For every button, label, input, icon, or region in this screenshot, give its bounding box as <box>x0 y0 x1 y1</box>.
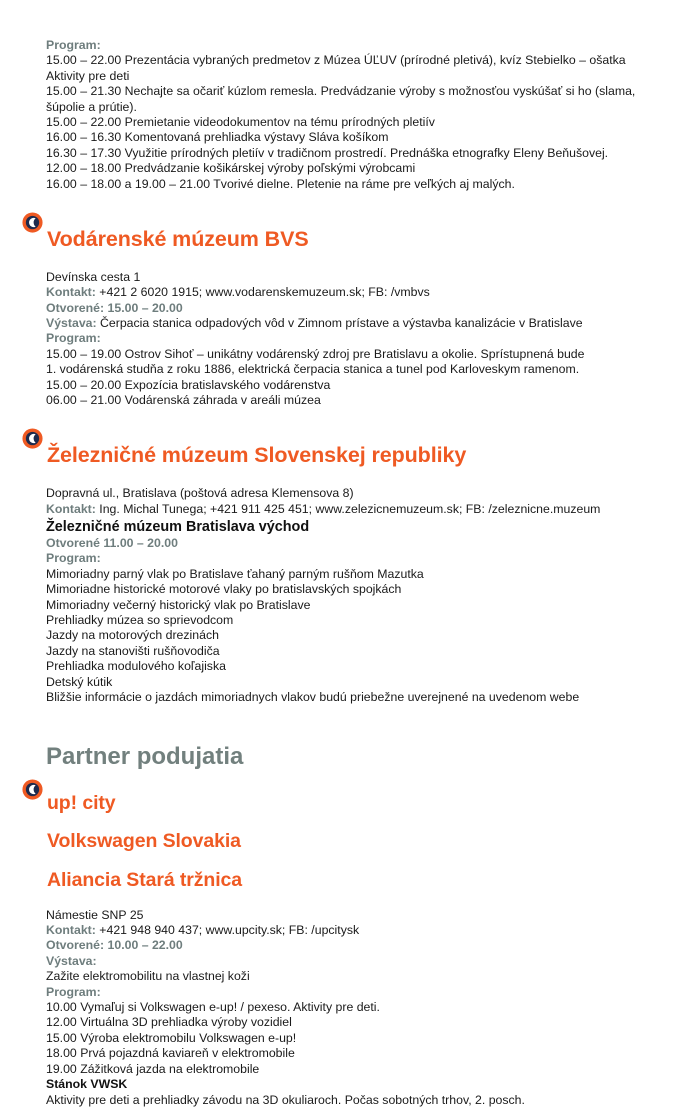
venue-body <box>46 270 660 409</box>
venue-header <box>22 424 660 486</box>
venue-subheading: Železničné múzeum Bratislava východ <box>46 518 310 535</box>
exhibition-value: Čerpacia stanica odpadových vôd v Zimnom prístave a výstavba kanalizácie v Bratislave <box>100 315 583 330</box>
venue-exhibition-label: Výstava: <box>46 953 97 968</box>
contact-label: Kontakt: <box>46 922 96 937</box>
program-line: Mimoriadny parný vlak po Bratislave ťahaný parným rušňom Mazutka <box>46 566 424 581</box>
program-line: 19.00 Zážitková jazda na elektromobile <box>46 1061 260 1076</box>
program-line: 10.00 Vymaľuj si Volkswagen e-up! / pexeso. Aktivity pre deti. <box>46 1000 380 1014</box>
venue-opening-hours <box>46 301 660 316</box>
night-of-museums-moon-icon <box>22 428 43 449</box>
program-line: 16.00 – 18.00 a 19.00 – 21.00 Tvorivé dielne. Pletenie na ráme pre veľkých aj malých. <box>46 176 515 191</box>
venue-program-label: Program: <box>46 331 101 346</box>
venue-title: Vodárenské múzeum BVS <box>47 226 309 251</box>
program-line: 12.00 – 18.00 Predvádzanie košikárskej výroby poľskými výrobcami <box>46 161 416 176</box>
program-line: 15.00 – 20.00 Expozícia bratislavského vodárenstva <box>46 377 331 392</box>
stand-heading: Stánok VWSK <box>46 1077 128 1092</box>
program-line: Prehliadky múzea so sprievodcom <box>46 612 234 627</box>
contact-label: Kontakt: <box>46 285 96 300</box>
program-line: 16.00 – 16.30 Komentovaná prehliadka výstavy Sláva košíkom <box>46 130 389 145</box>
open-value: 15.00 – 20.00 <box>107 300 183 315</box>
venue-address: Devínska cesta 1 <box>46 269 141 284</box>
night-of-museums-moon-icon <box>22 212 43 233</box>
program-line: 15.00 – 21.30 Nechajte sa očariť kúzlom remesla. Predvádzanie výroby s možnosťou vyskúšať si ho (slama, <box>46 84 636 99</box>
intro-program-section <box>46 38 660 192</box>
stand-text: Aktivity pre deti a prehliadky závodu na 3D okuliaroch. Počas sobotných trhov, 2. posch. <box>46 1092 525 1107</box>
venue-contact <box>46 285 660 300</box>
contact-label: Kontakt: <box>46 501 96 516</box>
intro-program-lines <box>46 53 660 192</box>
venue-header <box>22 208 660 270</box>
contact-value: +421 948 940 437; www.upcity.sk; FB: /upcitysk <box>99 922 360 937</box>
venue-contact <box>46 923 660 938</box>
venue-exhibition-text: Zažite elektromobilitu na vlastnej koži <box>46 969 250 984</box>
open-label: Otvorené: <box>46 938 105 953</box>
venue-title-group <box>47 775 242 907</box>
intro-program-label: Program: <box>46 38 101 52</box>
venue-opening-hours <box>46 938 660 953</box>
venue-block-zeleznicne-muzeum-sr <box>46 424 660 705</box>
program-line: 18.00 Prvá pojazdná kaviareň v elektromobile <box>46 1046 295 1061</box>
open-label: Otvorené: <box>46 300 105 315</box>
venue-title-line-2: Volkswagen Slovakia <box>47 830 241 853</box>
night-of-museums-moon-icon <box>22 779 43 800</box>
venue-block-up-city <box>46 775 660 1108</box>
venue-program-lines <box>46 347 660 409</box>
venue-contact <box>46 502 660 517</box>
venue-title-line-1: up! city <box>47 791 116 814</box>
program-line: 06.00 – 21.00 Vodárenská záhrada v areáli múzea <box>46 393 321 407</box>
program-line: Jazdy na motorových drezinách <box>46 628 219 643</box>
program-line: Mimoriadny večerný historický vlak po Bratislave <box>46 597 311 612</box>
venue-program-label: Program: <box>46 551 101 566</box>
venue-body <box>46 486 660 705</box>
program-line: Mimoriadne historické motorové vlaky po bratislavských spojkách <box>46 582 402 597</box>
venue-address: Námestie SNP 25 <box>46 907 144 922</box>
venue-title: Železničné múzeum Slovenskej republiky <box>47 443 467 468</box>
venue-opening-hours: Otvorené 11.00 – 20.00 <box>46 535 178 550</box>
exhibition-label: Výstava: <box>46 315 97 330</box>
venue-block-vodarenske-muzeum-bvs <box>46 208 660 408</box>
contact-value: +421 2 6020 1915; www.vodarenskemuzeum.sk; FB: /vmbvs <box>99 285 430 300</box>
program-line: Bližšie informácie o jazdách mimoriadnych vlakov budú priebežne uverejnené na uvedenom webe <box>46 689 580 704</box>
venue-header <box>22 775 660 907</box>
venue-title-line-3: Aliancia Stará tržnica <box>47 868 243 891</box>
contact-value: Ing. Michal Tunega; +421 911 425 451; www.zelezicnemuzeum.sk; FB: /zeleznicne.muzeum <box>99 501 601 516</box>
venue-program-label: Program: <box>46 984 101 999</box>
open-value: 10.00 – 22.00 <box>107 938 183 953</box>
venue-address: Dopravná ul., Bratislava (poštová adresa Klemensova 8) <box>46 486 354 501</box>
program-line: Detský kútik <box>46 674 113 689</box>
program-line: šúpolie a prútie). <box>46 99 137 114</box>
program-line: Prehliadka modulového koľajiska <box>46 659 226 674</box>
program-line: 16.30 – 17.30 Využitie prírodných pletiív v tradičnom prostredí. Prednáška etnografky Eleny Beňušovej. <box>46 145 609 160</box>
program-line: 12.00 Virtuálna 3D prehliadka výroby vozidiel <box>46 1015 292 1030</box>
venue-body <box>46 908 660 1108</box>
venue-program-lines <box>46 1000 660 1077</box>
partner-section-heading: Partner podujatia <box>46 743 244 771</box>
partner-section <box>46 742 660 1108</box>
venue-program-lines <box>46 567 660 706</box>
program-line: Jazdy na stanovišti rušňovodiča <box>46 643 220 658</box>
venue-exhibition <box>46 316 660 331</box>
program-line: 15.00 – 22.00 Prezentácia vybraných predmetov z Múzea ÚĽUV (prírodné pletivá), kvíz Stebielko – ošatka <box>46 53 626 68</box>
program-line: 15.00 Výroba elektromobilu Volkswagen e-up! <box>46 1030 297 1045</box>
program-line: 15.00 – 22.00 Premietanie videodokumentov na tému prírodných pletiív <box>46 115 435 130</box>
program-line: Aktivity pre deti <box>46 68 130 83</box>
program-line: 15.00 – 19.00 Ostrov Sihoť – unikátny vodárenský zdroj pre Bratislavu a okolie. Sprístupnená bude <box>46 346 585 361</box>
program-line: 1. vodárenská studňa z roku 1886, elektrická čerpacia stanica a tunel pod Karloveskym ramenom. <box>46 362 580 377</box>
